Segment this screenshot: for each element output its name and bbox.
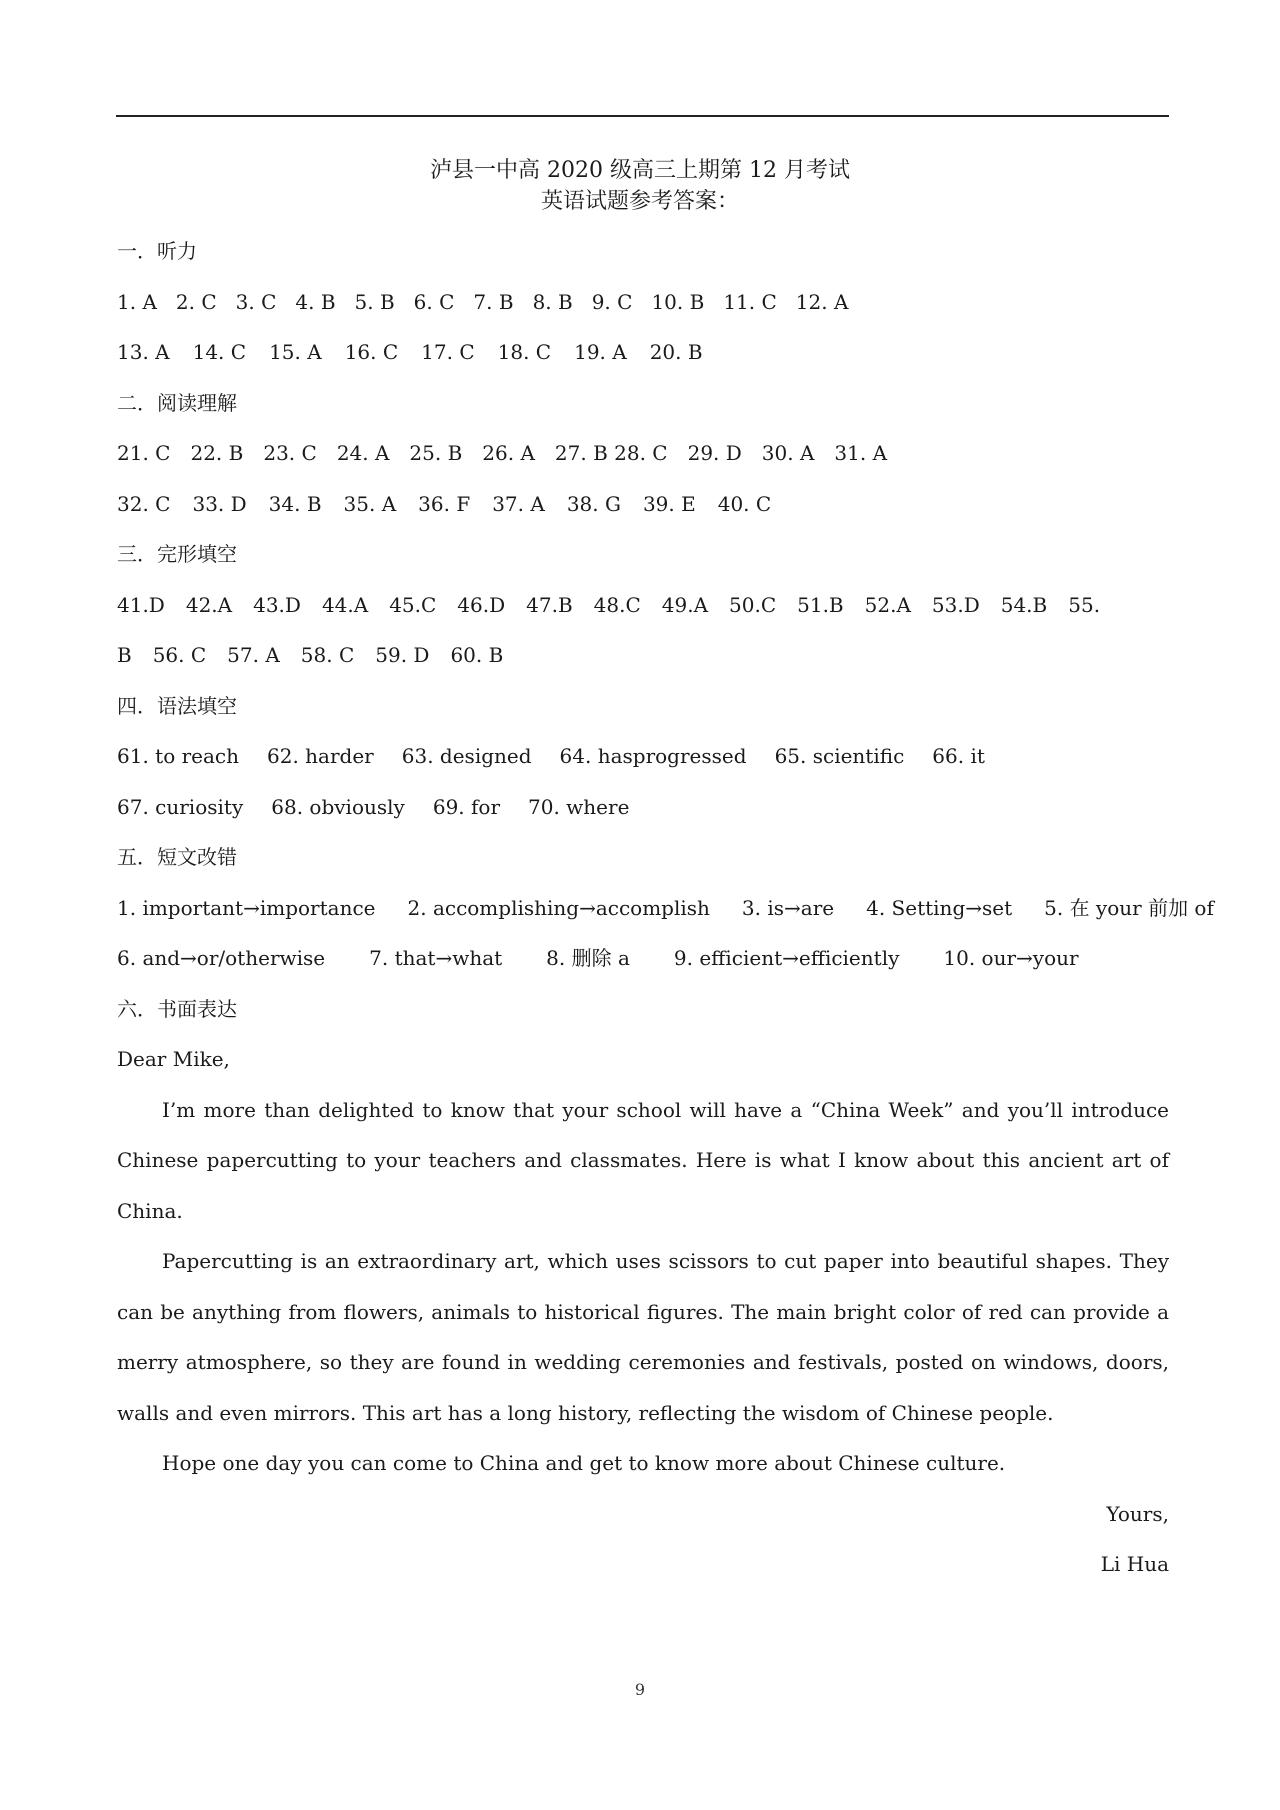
cloze-answers-row-2 bbox=[117, 630, 1169, 681]
answer-item: 6. and→or/otherwise bbox=[117, 946, 326, 970]
section-heading-cloze: 三．完形填空 bbox=[117, 542, 237, 566]
answer-item: 58. C bbox=[300, 643, 355, 667]
answer-item: 19. A bbox=[574, 340, 627, 364]
section-heading-writing: 六．书面表达 bbox=[117, 996, 237, 1021]
answer-item: 70. where bbox=[528, 794, 630, 819]
reading-answers-row-2 bbox=[117, 479, 1169, 530]
answer-item: 37. A bbox=[492, 491, 545, 516]
letter-paragraph: Papercutting is an extraordinary art, which uses scissors to cut paper into beautiful shapes. They can be anything from flowers, animals to historical figures. The main bright color of red can provide a merry atmosphere, so they are found in wedding ceremonies and festivals, posted on windows, doors, walls and even mirrors. This art has a long history, reflecting the wisdom of Chinese people. bbox=[117, 1249, 1169, 1425]
answer-item: 60. B bbox=[450, 643, 504, 667]
answer-item: 9. C bbox=[591, 289, 633, 314]
answer-item: 21. C bbox=[117, 441, 171, 465]
answer-item: 25. B bbox=[409, 441, 463, 465]
answer-item: 13. A bbox=[117, 340, 170, 364]
answer-item: 1. important→importance bbox=[117, 895, 376, 920]
answer-key-subtitle: 英语试题参考答案： bbox=[540, 189, 739, 214]
answer-content bbox=[117, 226, 1214, 1590]
letter-salutation: Dear Mike, bbox=[117, 1047, 230, 1071]
answer-item: 42.A bbox=[185, 592, 233, 617]
answer-item: 16. C bbox=[344, 340, 399, 364]
listening-answers-row-2 bbox=[117, 327, 1169, 378]
letter-paragraph: I’m more than delighted to know that your school will have a “China Week” and you’ll introduce Chinese papercutting to your teachers and classmates. Here is what I know about this ancient art of China. bbox=[117, 1097, 1169, 1223]
answer-item: 2. accomplishing→accomplish bbox=[407, 895, 710, 920]
answer-item: 10. our→your bbox=[943, 946, 1079, 970]
answer-item: 62. harder bbox=[267, 744, 374, 768]
section-heading-listening: 一．听力 bbox=[117, 239, 197, 263]
answer-item: 41.D bbox=[117, 592, 165, 617]
answer-item: B bbox=[117, 643, 132, 667]
answer-item: 10. B bbox=[651, 289, 705, 314]
exam-title: 泸县一中高 2020 级高三上期第 12 月考试 bbox=[430, 158, 850, 183]
answer-item: 7. that→what bbox=[369, 946, 503, 970]
answer-item: 22. B bbox=[190, 441, 244, 465]
answer-item: 50.C bbox=[729, 592, 777, 617]
answer-item: 68. obviously bbox=[271, 794, 405, 819]
answer-item: 46.D bbox=[457, 592, 506, 617]
answer-item: 44.A bbox=[321, 592, 369, 617]
grammar-answers-row-1 bbox=[117, 731, 1169, 782]
answer-item: 48.C bbox=[593, 592, 641, 617]
answer-item: 14. C bbox=[192, 340, 247, 364]
correction-answers-row-1 bbox=[117, 883, 1214, 934]
answer-item: 45.C bbox=[389, 592, 437, 617]
answer-item: 7. B bbox=[473, 289, 514, 314]
letter-signature: Li Hua bbox=[1100, 1552, 1169, 1576]
page-number: 9 bbox=[634, 1680, 646, 1699]
section-heading-correction: 五．短文改错 bbox=[117, 845, 237, 869]
answer-item: 34. B bbox=[268, 491, 322, 516]
header-rule bbox=[116, 115, 1169, 117]
answer-item: 9. efficient→efficiently bbox=[673, 946, 900, 970]
answer-item: 8. 删除 a bbox=[546, 946, 630, 970]
answer-item: 39. E bbox=[642, 491, 696, 516]
answer-item: 17. C bbox=[421, 340, 475, 364]
listening-answers-row-1 bbox=[117, 277, 1169, 328]
answer-item: 18. C bbox=[497, 340, 552, 364]
answer-item: 59. D bbox=[375, 643, 430, 667]
answer-item: 43.D bbox=[253, 592, 301, 617]
answer-item: 15. A bbox=[269, 340, 322, 364]
answer-item: 8. B bbox=[532, 289, 573, 314]
grammar-answers-row-2 bbox=[117, 782, 1169, 833]
section-heading-grammar: 四．语法填空 bbox=[117, 693, 237, 718]
answer-item: 30. A bbox=[761, 441, 815, 465]
answer-item: 3. is→are bbox=[741, 895, 835, 920]
answer-item: 63. designed bbox=[401, 744, 532, 768]
answer-item: 32. C bbox=[117, 491, 171, 516]
correction-answers-row-2 bbox=[117, 933, 1169, 984]
answer-item: 33. D bbox=[192, 491, 247, 516]
answer-item: 52.A bbox=[864, 592, 911, 617]
answer-item: 36. F bbox=[418, 491, 471, 516]
answer-item: 49.A bbox=[661, 592, 709, 617]
answer-item: 38. G bbox=[566, 491, 621, 516]
answer-item: 29. D bbox=[687, 441, 742, 465]
answer-item: 61. to reach bbox=[117, 744, 240, 768]
answer-item: 64. hasprogressed bbox=[559, 744, 747, 768]
answer-item: 4. B bbox=[295, 289, 336, 314]
answer-item: 6. C bbox=[413, 289, 455, 314]
answer-item: 5. B bbox=[354, 289, 395, 314]
answer-item: 12. A bbox=[795, 289, 849, 314]
answer-item: 55. bbox=[1068, 592, 1101, 617]
answer-item: 47.B bbox=[526, 592, 573, 617]
answer-item: 23. C bbox=[263, 441, 317, 465]
answer-item: 57. A bbox=[227, 643, 280, 667]
answer-item: 66. it bbox=[932, 744, 985, 768]
answer-item: 5. 在 your 前加 of bbox=[1044, 895, 1214, 920]
answer-item: 35. A bbox=[343, 491, 397, 516]
answer-item: 20. B bbox=[649, 340, 703, 364]
answer-item: 53.D bbox=[931, 592, 980, 617]
answer-item: 51.B bbox=[797, 592, 844, 617]
answer-item: 54.B bbox=[1000, 592, 1048, 617]
answer-item: 2. C bbox=[175, 289, 217, 314]
answer-item: 67. curiosity bbox=[117, 794, 244, 819]
title-block bbox=[0, 155, 1280, 217]
answer-item: 27. B 28. C bbox=[554, 441, 668, 465]
letter-closing: Yours, bbox=[1106, 1501, 1169, 1526]
answer-item: 26. A bbox=[482, 441, 535, 465]
answer-item: 3. C bbox=[235, 289, 277, 314]
answer-item: 31. A bbox=[834, 441, 888, 465]
reading-answers-row-1 bbox=[117, 428, 1169, 479]
cloze-answers-row-1 bbox=[117, 580, 1169, 631]
answer-item: 65. scientific bbox=[774, 744, 905, 768]
answer-item: 56. C bbox=[152, 643, 207, 667]
section-heading-reading: 二．阅读理解 bbox=[117, 390, 237, 415]
answer-item: 4. Setting→set bbox=[866, 895, 1013, 920]
answer-item: 11. C bbox=[723, 289, 777, 314]
answer-item: 40. C bbox=[717, 491, 772, 516]
answer-item: 1. A bbox=[117, 289, 157, 314]
answer-item: 69. for bbox=[432, 794, 501, 819]
answer-item: 24. A bbox=[336, 441, 390, 465]
letter-paragraph: Hope one day you can come to China and get to know more about Chinese culture. bbox=[162, 1451, 1006, 1475]
